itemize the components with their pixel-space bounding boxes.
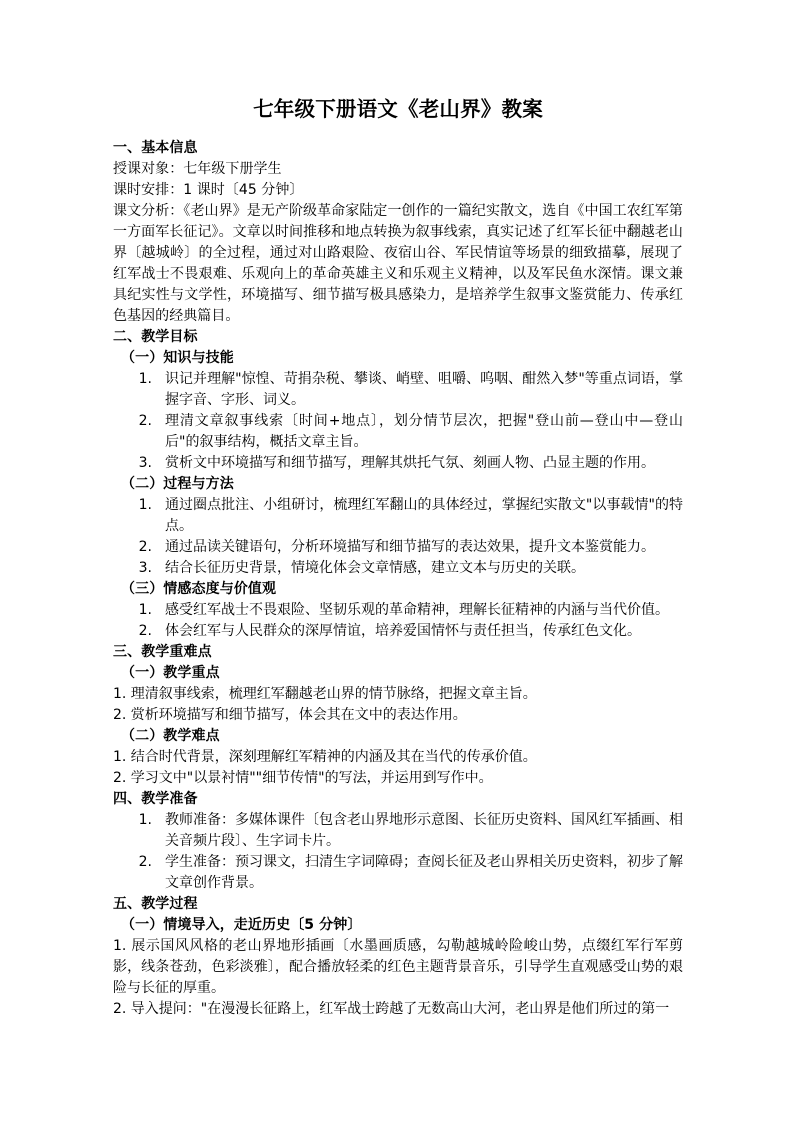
list-item-text: 教师准备：多媒体课件〔包含老山界地形示意图、长征历史资料、国风红军插画、相关音频片段〕、生字词卡片。 [165, 812, 683, 849]
list-item-text: 学生准备：预习课文，扫清生字词障碍；查阅长征及老山界相关历史资料，初步了解文章创作背景。 [165, 854, 683, 891]
list-item-number: 2. [138, 539, 152, 555]
list-item-text: 通过圈点批注、小组研讨，梳理红军翻山的具体经过，掌握纪实散文"以事载情"的特点。 [165, 497, 683, 534]
list-item [113, 621, 683, 642]
objectives-process-list [113, 495, 683, 579]
subsection-heading-emotion-values: （三）情感态度与价值观 [121, 581, 277, 597]
list-item [113, 558, 683, 579]
basic-info-schedule: 课时安排：1 课时〔45 分钟〕 [113, 182, 304, 198]
list-item-text: 通过品读关键语句，分析环境描写和细节描写的表达效果，提升文本鉴赏能力。 [165, 539, 655, 555]
list-item-number: 2. [138, 413, 152, 429]
list-item-text: 体会红军与人民群众的深厚情谊，培养爱国情怀与责任担当，传承红色文化。 [165, 623, 641, 639]
section-heading-teaching-process: 五、教学过程 [113, 896, 198, 912]
page-title: 七年级下册语文《老山界》教案 [253, 97, 543, 121]
difficult-points-item: 2. 学习文中"以景衬情""细节传情"的写法，并运用到写作中。 [113, 770, 493, 786]
preparation-list [113, 810, 683, 894]
section-heading-key-difficult-points: 三、教学重难点 [113, 644, 212, 660]
list-item-text: 感受红军战士不畏艰险、坚韧乐观的革命精神，理解长征精神的内涵与当代价值。 [165, 602, 669, 618]
section-heading-objectives: 二、教学目标 [113, 329, 198, 345]
list-item [113, 495, 683, 537]
section-heading-preparation: 四、教学准备 [113, 791, 198, 807]
list-item [113, 453, 683, 474]
objectives-emotion-list [113, 600, 683, 642]
list-item [113, 852, 683, 894]
subsection-heading-process-methods: （二）过程与方法 [121, 476, 234, 492]
list-item [113, 411, 683, 453]
subsection-heading-key-points: （一）教学重点 [121, 665, 220, 681]
subsection-heading-situational-intro: （一）情境导入，走近历史〔5 分钟〕 [121, 917, 362, 933]
list-item-number: 1. [138, 602, 152, 618]
basic-info-analysis: 课文分析：《老山界》是无产阶级革命家陆定一创作的一篇纪实散文，选自《中国工农红军第一方面军长征记》。文章以时间推移和地点转换为叙事线索，真实记述了红军长征中翻越老山界〔越城岭〕的全过程，通过对山路艰险、夜宿山谷、军民情谊等场景的细致描摹，展现了红军战士不畏艰难、乐观向上的革命英雄主义和乐观主义精神，以及军民鱼水深情。课文兼具纪实性与文学性，环境描写、细节描写极具感染力，是培养学生叙事文鉴赏能力、传承红色基因的经典篇目。 [113, 203, 683, 324]
list-item [113, 537, 683, 558]
list-item [113, 369, 683, 411]
key-points-item: 2. 赏析环境描写和细节描写，体会其在文中的表达作用。 [113, 707, 467, 723]
list-item-number: 2. [138, 854, 152, 870]
list-item-text: 赏析文中环境描写和细节描写，理解其烘托气氛、刻画人物、凸显主题的作用。 [165, 455, 655, 471]
list-item-number: 2. [138, 623, 152, 639]
list-item-number: 1. [138, 371, 152, 387]
basic-info-audience: 授课对象：七年级下册学生 [113, 161, 282, 177]
list-item-text: 识记并理解"惊惶、苛捐杂税、攀谈、峭壁、咀嚼、呜咽、酣然入梦"等重点词语，掌握字音、字形、词义。 [165, 371, 683, 408]
list-item [113, 810, 683, 852]
teaching-process-item: 2. 导入提问："在漫漫长征路上，红军战士跨越了无数高山大河，老山界是他们所过的第一 [113, 1001, 670, 1017]
section-heading-basic-info: 一、基本信息 [113, 140, 198, 156]
document-content [113, 94, 683, 1020]
list-item-text: 结合长征历史背景，情境化体会文章情感，建立文本与历史的关联。 [165, 560, 585, 576]
key-points-item: 1. 理清叙事线索，梳理红军翻越老山界的情节脉络，把握文章主旨。 [113, 686, 537, 702]
difficult-points-item: 1. 结合时代背景，深刻理解红军精神的内涵及其在当代的传承价值。 [113, 749, 537, 765]
objectives-knowledge-list [113, 369, 683, 474]
teaching-process-item: 1. 展示国风风格的老山界地形插画〔水墨画质感，勾勒越城岭险峻山势，点缀红军行军剪影，线条苍劲，色彩淡雅〕，配合播放轻柔的红色主题背景音乐，引导学生直观感受山势的艰险与长征的厚重。 [113, 938, 683, 996]
subsection-heading-knowledge: （一）知识与技能 [121, 350, 234, 366]
list-item-number: 3. [138, 560, 152, 576]
list-item-text: 理清文章叙事线索〔时间+地点〕，划分情节层次，把握"登山前—登山中—登山后"的叙事结构，概括文章主旨。 [165, 413, 683, 450]
subsection-heading-difficult-points: （二）教学难点 [121, 728, 220, 744]
list-item [113, 600, 683, 621]
list-item-number: 1. [138, 812, 152, 828]
list-item-number: 3. [138, 455, 152, 471]
list-item-number: 1. [138, 497, 152, 513]
